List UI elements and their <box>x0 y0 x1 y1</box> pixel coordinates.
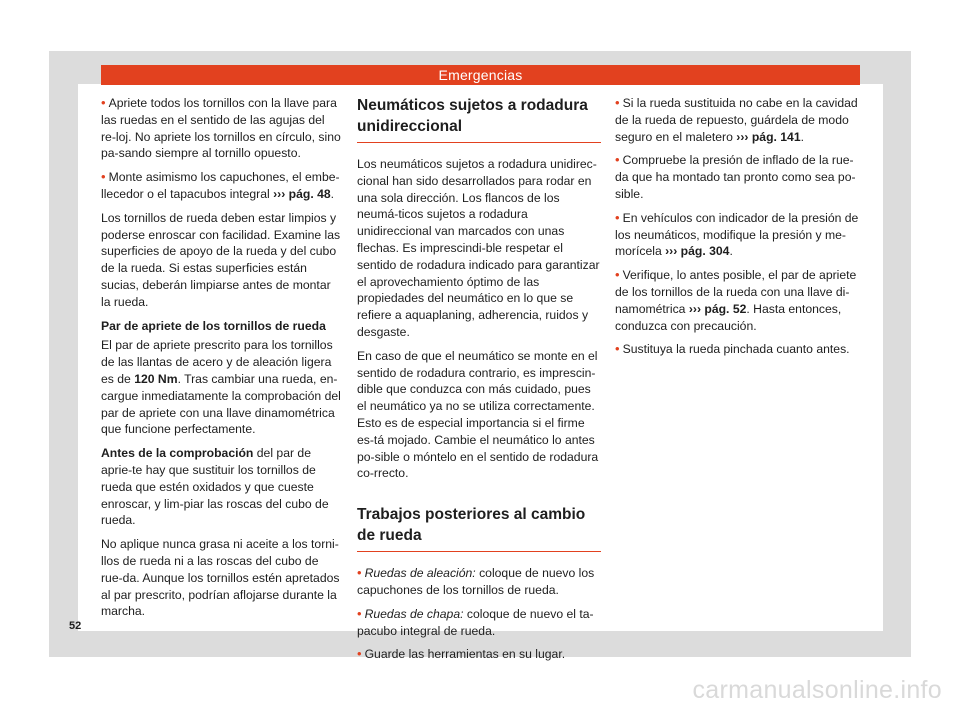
page-reference-link[interactable]: ››› pág. 52 <box>688 301 747 316</box>
paragraph: Los tornillos de rueda deben estar limpios y poderse enroscar con facilidad. Examine las superficies de apoyo de la rueda y del cubo de la rueda. Si estas superficies están sucias, deberán limpiarse antes de montar la rueda. <box>101 210 341 309</box>
bullet-icon: • <box>357 605 362 621</box>
paragraph: El par de apriete prescrito para los tornillos de las llantas de acero y de aleación ligera es de 120 Nm. Tras cambiar una rueda, en-cargue inmediatamente la comprobación del par de apriete con una llave dinamométrica que funcione perfectamente. <box>101 338 341 437</box>
bullet-icon: • <box>615 152 620 168</box>
bullet-item: • Verifique, lo antes posible, el par de apriete de los tornillos de la rueda con una llave di-namométrica ››› pág. 52. Hasta entonces, conduzca con precaución. <box>615 267 857 333</box>
paragraph: No aplique nunca grasa ni aceite a los torni-llos de rueda ni a las roscas del cubo de rue-da. Aunque los tornillos estén apretados al par prescrito, podrían aflojarse durante la marcha. <box>101 537 340 619</box>
paragraph: Antes de la comprobación del par de aprie-te hay que sustituir los tornillos de rueda que estén oxidados y que cueste enroscar, y lim-piar las roscas del cubo de rueda. <box>101 446 329 528</box>
bullet-icon: • <box>615 341 620 357</box>
column-left <box>101 95 342 627</box>
bullet-item: • Apriete todos los tornillos con la llave para las ruedas en el sentido de las agujas del re-loj. No apriete los tornillos en círculo, sino pa-sando siempre al tornillo opuesto. <box>101 95 341 161</box>
bullet-item: • Monte asimismo los capuchones, el embe-llecedor o el tapacubos integral ››› pág. 48. <box>101 169 340 201</box>
bullet-item: • Guarde las herramientas en su lugar. <box>357 646 566 662</box>
bullet-icon: • <box>357 646 362 662</box>
bullet-icon: • <box>357 565 362 581</box>
section-heading: Trabajos posteriores al cambio de rueda <box>357 504 601 552</box>
column-right <box>615 95 860 365</box>
paragraph: Los neumáticos sujetos a rodadura unidirec-cional han sido desarrollados para rodar en una sola dirección. Los flancos de los neumá-ticos sujetos a rodadura unidireccional van marcados con unas flechas. Es imprescindi-ble respetar el sentido de rodadura indicado para garantizar el aprovechamiento óptimo de las propiedades del neumático en lo que se refiere a aquaplaning, adherencia, ruidos y desgaste. <box>357 157 600 339</box>
page-reference-link[interactable]: ››› pág. 141 <box>736 129 801 144</box>
watermark: carmanualsonline.info <box>692 676 942 704</box>
bullet-icon: • <box>101 95 106 110</box>
bullet-item: • Sustituya la rueda pinchada cuanto antes. <box>615 341 850 357</box>
bullet-item: • En vehículos con indicador de la presión de los neumáticos, modifique la presión y me-morícela ››› pág. 304. <box>615 209 859 259</box>
page-reference-link[interactable]: ››› pág. 304 <box>665 244 730 259</box>
torque-value: 120 Nm <box>134 371 178 386</box>
page-number: 52 <box>69 620 82 632</box>
subheading: Par de apriete de los tornillos de rueda <box>101 318 326 333</box>
bullet-item: • Ruedas de chapa: coloque de nuevo el ta-pacubo integral de rueda. <box>357 605 594 638</box>
paragraph: En caso de que el neumático se monte en el sentido de rodadura contrario, es imprescin-dible que conduzca con más cuidado, pues el neumático ya no se utiliza correctamente. Esto es de especial importancia si el firme es-tá mojado. Cambie el neumático lo antes po-sible o móntelo en el sentido de rodadura co-rrecto. <box>357 348 599 481</box>
column-middle <box>357 95 601 670</box>
bullet-icon: • <box>615 95 620 110</box>
bullet-item: • Ruedas de aleación: coloque de nuevo los capuchones de los tornillos de rueda. <box>357 565 595 597</box>
section-header <box>101 65 860 85</box>
bullet-icon: • <box>101 169 106 185</box>
page-reference-link[interactable]: ››› pág. 48 <box>273 186 331 201</box>
bullet-icon: • <box>615 267 620 283</box>
bullet-icon: • <box>615 209 620 225</box>
section-heading: Neumáticos sujetos a rodadura unidireccional <box>357 95 601 143</box>
bullet-item: • Compruebe la presión de inflado de la rue-da que ha montado tan pronto como sea po-sible. <box>615 152 856 201</box>
section-title: Emergencias <box>438 67 523 83</box>
bullet-item: • Si la rueda sustituida no cabe en la cavidad de la rueda de repuesto, guárdela de modo seguro en el maletero ››› pág. 141. <box>615 95 858 144</box>
